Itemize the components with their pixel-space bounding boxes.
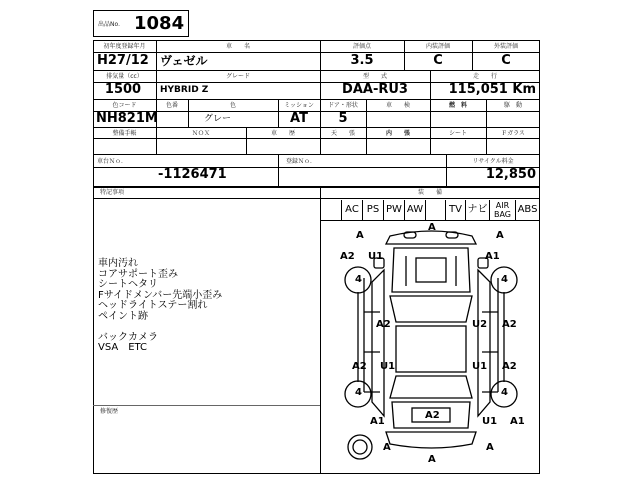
interior-value: C <box>433 53 443 68</box>
exterior-label: 外装評価 <box>493 43 518 50</box>
left-side-shape <box>358 278 380 392</box>
damage-code: 4 <box>355 387 362 398</box>
damage-code: A1 <box>485 251 500 262</box>
drive-label: 駆 動 <box>503 102 522 109</box>
lot-number-box <box>93 10 189 37</box>
grid-line <box>93 138 540 139</box>
model-label: 型 式 <box>362 73 387 80</box>
doors-label: ドア・形状 <box>328 102 358 109</box>
damage-code: A2 <box>352 361 367 372</box>
vehicle-inspection-label: 車 検 <box>385 102 410 109</box>
score-value: 3.5 <box>350 53 374 68</box>
sunroof-label: 天 張 <box>330 130 355 137</box>
damage-code: U1 <box>380 361 396 372</box>
damage-code: A <box>428 454 436 465</box>
section-line <box>93 198 540 199</box>
chassis-value: -1126471 <box>158 167 227 182</box>
damage-code: U1 <box>472 361 488 372</box>
damage-code: 4 <box>501 387 508 398</box>
damage-code: U1 <box>368 251 384 262</box>
grid-line <box>278 154 279 187</box>
equipment-navi: ナビ <box>465 200 489 220</box>
windshield-shape <box>390 296 472 322</box>
transmission-value: AT <box>290 111 308 126</box>
equipment-blank <box>425 200 445 220</box>
mileage-value: 115,051 Km <box>448 82 536 97</box>
equipment-tv: TV <box>445 200 465 220</box>
car-name-value: ヴェゼル <box>160 54 208 68</box>
mileage-label: 走 行 <box>472 73 497 80</box>
equipment-abs: ABS <box>515 200 540 220</box>
grade-value: HYBRID Z <box>160 85 209 95</box>
recycle-label: リサイクル料金 <box>472 158 514 165</box>
f-glass-label: Ｆガラス <box>501 130 525 137</box>
color-value: グレー <box>204 114 232 124</box>
equipment-pw: PW <box>383 200 404 220</box>
recycle-value: 12,850 <box>485 167 536 182</box>
color-no-label: 色番 <box>165 102 178 109</box>
damage-code: A2 <box>340 251 355 262</box>
equipment-aw: AW <box>404 200 425 220</box>
grid-line <box>93 154 540 155</box>
reg-year-value: H27/12 <box>97 53 149 68</box>
damage-code: A <box>496 230 504 241</box>
spare-tire-shape <box>348 435 372 459</box>
damage-code: A1 <box>370 416 385 427</box>
notes-text: 車内汚れ コアサポート歪み シートヘタリ Fサイドメンバー先端小歪み ヘッドライトステー割れ ペイント跡 バックカメラ VSA ETC <box>98 258 223 353</box>
doors-value: 5 <box>338 111 348 126</box>
lot-number-value: 1084 <box>134 13 185 34</box>
damage-code: 4 <box>501 274 508 285</box>
damage-code: A <box>356 230 364 241</box>
damage-code: A2 <box>425 410 440 421</box>
damage-code: A2 <box>502 361 517 372</box>
rear-glass-shape <box>390 376 472 398</box>
displacement-value: 1500 <box>104 82 142 97</box>
color-label: 色 <box>229 102 236 109</box>
equipment-line <box>320 220 540 221</box>
hood-shape <box>392 248 470 292</box>
color-code-value: NH821M <box>96 111 158 126</box>
displacement-label: 排気量（cc） <box>106 73 143 80</box>
equipment-ac: AC <box>341 200 362 220</box>
transmission-label: ミッション <box>284 102 314 109</box>
rear-bumper-shape <box>386 432 476 448</box>
model-value: DAA-RU3 <box>342 82 408 97</box>
equipment-airbag: AIR BAG <box>489 200 515 220</box>
nox-label: ＮＯＸ <box>191 130 210 137</box>
grid-line <box>93 70 540 71</box>
notes-header: 特記事項 <box>100 189 125 196</box>
damage-code: U2 <box>472 319 488 330</box>
damage-code: A2 <box>502 319 517 330</box>
color-code-label: 色コード <box>112 102 137 109</box>
chassis-label: 車台Ｎｏ． <box>97 158 128 165</box>
roof-shape <box>396 326 466 372</box>
registration-label: 登録Ｎｏ． <box>286 158 317 165</box>
damage-code: A <box>486 442 494 453</box>
exterior-value: C <box>501 53 511 68</box>
damage-code: A1 <box>510 416 525 427</box>
right-side-shape <box>482 278 504 392</box>
car-name-label: 車 名 <box>225 43 250 50</box>
grade-label: グレード <box>225 73 250 80</box>
interior-lining-label: 内 張 <box>385 130 410 137</box>
grid-line <box>93 99 540 100</box>
manual-label: 整備手帳 <box>112 130 137 137</box>
damage-code: A <box>383 442 391 453</box>
interior-label: 内装評価 <box>425 43 450 50</box>
equipment-ps: PS <box>362 200 383 220</box>
equipment-header: 装 備 <box>417 189 442 196</box>
lot-number-label: 出品No． <box>98 21 125 28</box>
damage-code: U1 <box>482 416 498 427</box>
history-label: 車 歴 <box>270 130 295 137</box>
seat-label: シート <box>448 130 467 137</box>
damage-code: A2 <box>376 319 391 330</box>
repair-header: 修復歴 <box>100 408 119 415</box>
reg-year-label: 初年度登録年月 <box>103 43 146 50</box>
damage-code: A <box>428 222 436 233</box>
section-line <box>93 405 320 406</box>
damage-code: 4 <box>355 274 362 285</box>
score-label: 評価点 <box>352 43 371 50</box>
fuel-label: 燃 料 <box>448 102 467 109</box>
